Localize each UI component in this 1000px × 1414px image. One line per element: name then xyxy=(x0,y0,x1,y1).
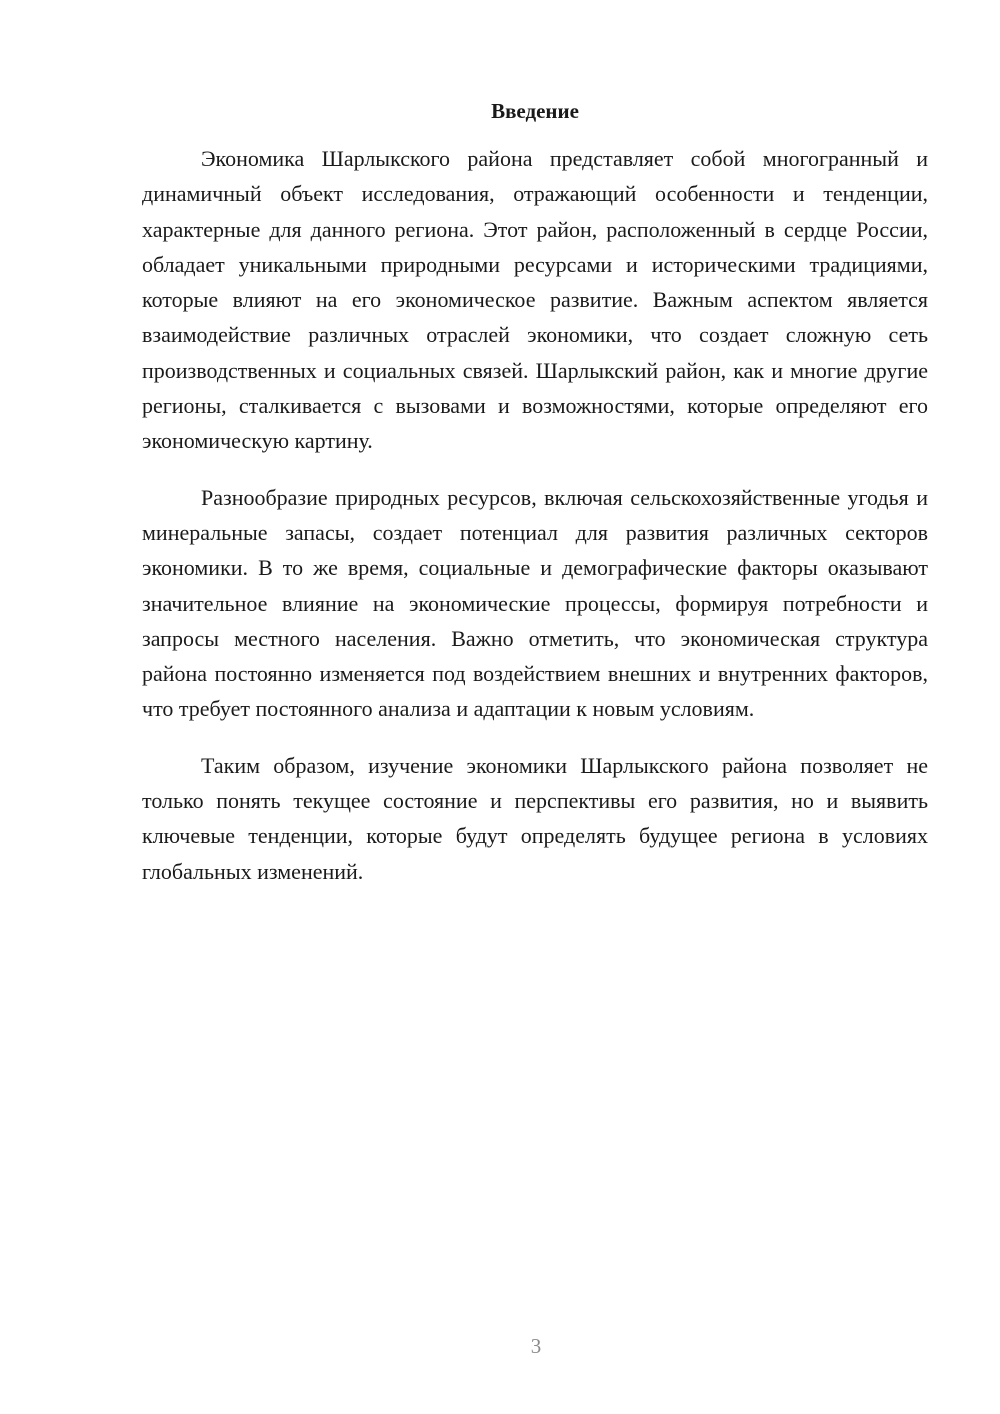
page-number: 3 xyxy=(530,1334,542,1358)
section-heading: Введение xyxy=(491,99,579,123)
body-text xyxy=(142,141,928,889)
paragraph-1: Экономика Шарлыкского района представляет собой многогранный и динамичный объект исследования, отражающий особенности и тенденции, характерные для данного региона. Этот район, расположенный в сердце России, обладает уникальными природными ресурсами и историческими традициями, которые влияют на его экономическое развитие. Важным аспектом является взаимодействие различных отраслей экономики, что создает сложную сеть производственных и социальных связей. Шарлыкский район, как и многие другие регионы, сталкивается с вызовами и возможностями, которые определяют его экономическую картину. xyxy=(142,146,928,454)
paragraph-2: Разнообразие природных ресурсов, включая сельскохозяйственные угодья и минеральные запасы, создает потенциал для развития различных секторов экономики. В то же время, социальные и демографические факторы оказывают значительное влияние на экономические процессы, формируя потребности и запросы местного населения. Важно отметить, что экономическая структура района постоянно изменяется под воздействием внешних и внутренних факторов, что требует постоянного анализа и адаптации к новым условиям. xyxy=(142,484,928,722)
paragraph-3: Таким образом, изучение экономики Шарлыкского района позволяет не только понять текущее состояние и перспективы его развития, но и выявить ключевые тенденции, которые будут определять будущее региона в условиях глобальных изменений. xyxy=(142,752,928,884)
